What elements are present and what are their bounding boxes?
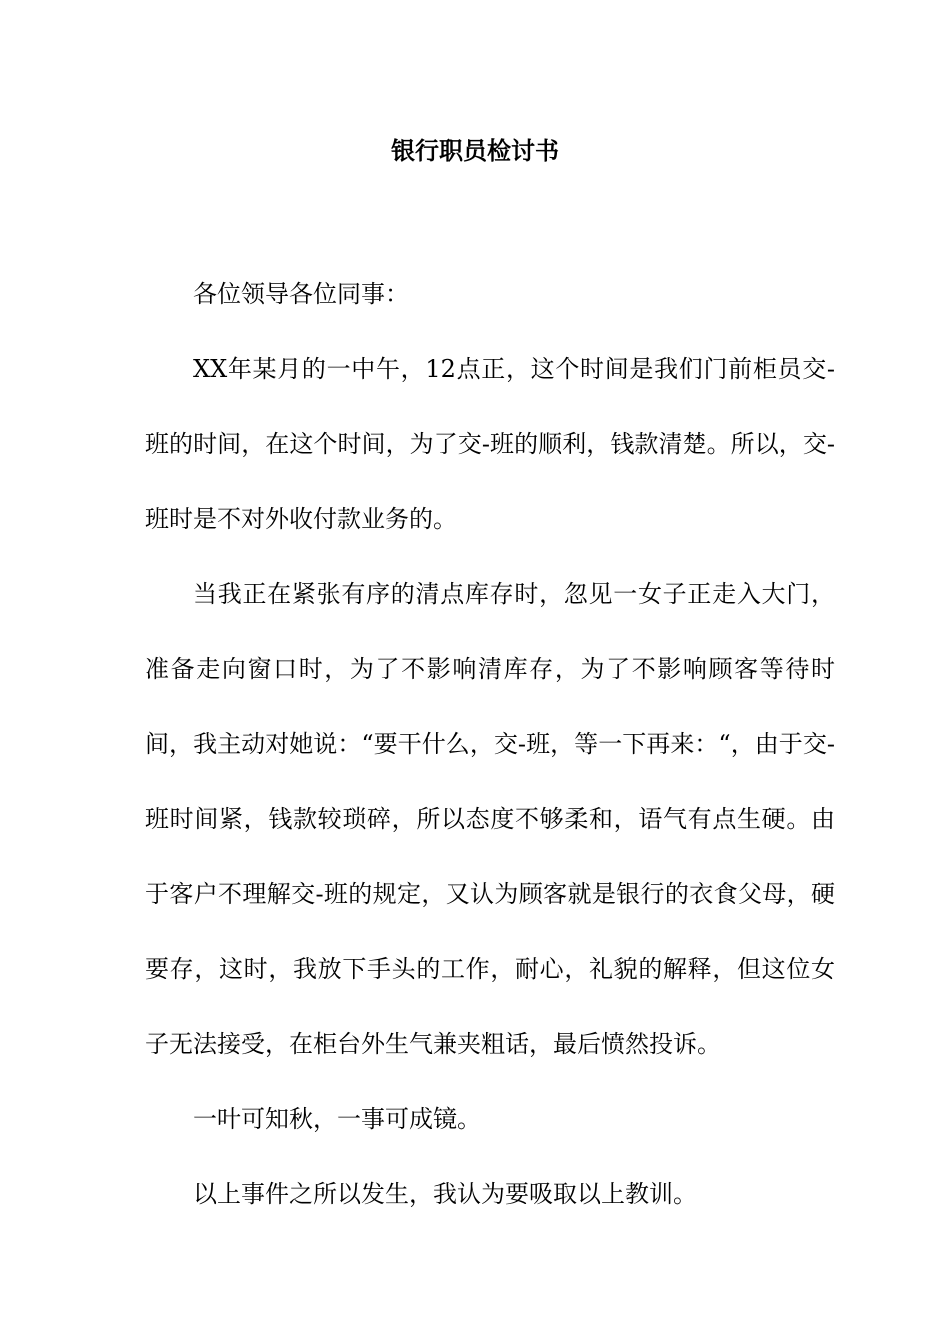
body-paragraph-incident: 当我正在紧张有序的清点库存时，忽见一女子正走入大门，准备走向窗口时，为了不影响清库存，为了不影响顾客等待时间，我主动对她说：“要干什么，交-班，等一下再来：“，由于交-班时间紧，钱款较琐碎，所以态度不够柔和，语气有点生硬。由于客户不理解交-班的规定，又认为顾客就是银行的衣食父母，硬要存，这时，我放下手头的工作，耐心，礼貌的解释，但这位女子无法接受，在柜台外生气兼夹粗话，最后愤然投诉。	[145, 580, 835, 1058]
salutation-paragraph: 各位领导各位同事：	[193, 280, 409, 308]
body-paragraph-proverb: 一叶可知秋，一事可成镜。	[193, 1105, 481, 1133]
document-body	[145, 257, 835, 1232]
body-paragraph-time: XX年某月的一中午，12点正，这个时间是我们门前柜员交-班的时间，在这个时间，为了交-班的顺利，钱款清楚。所以，交-班时是不对外收付款业务的。	[145, 355, 835, 533]
body-paragraph-lesson: 以上事件之所以发生，我认为要吸取以上教训。	[193, 1180, 697, 1208]
document-title: 银行职员检讨书	[391, 136, 559, 165]
